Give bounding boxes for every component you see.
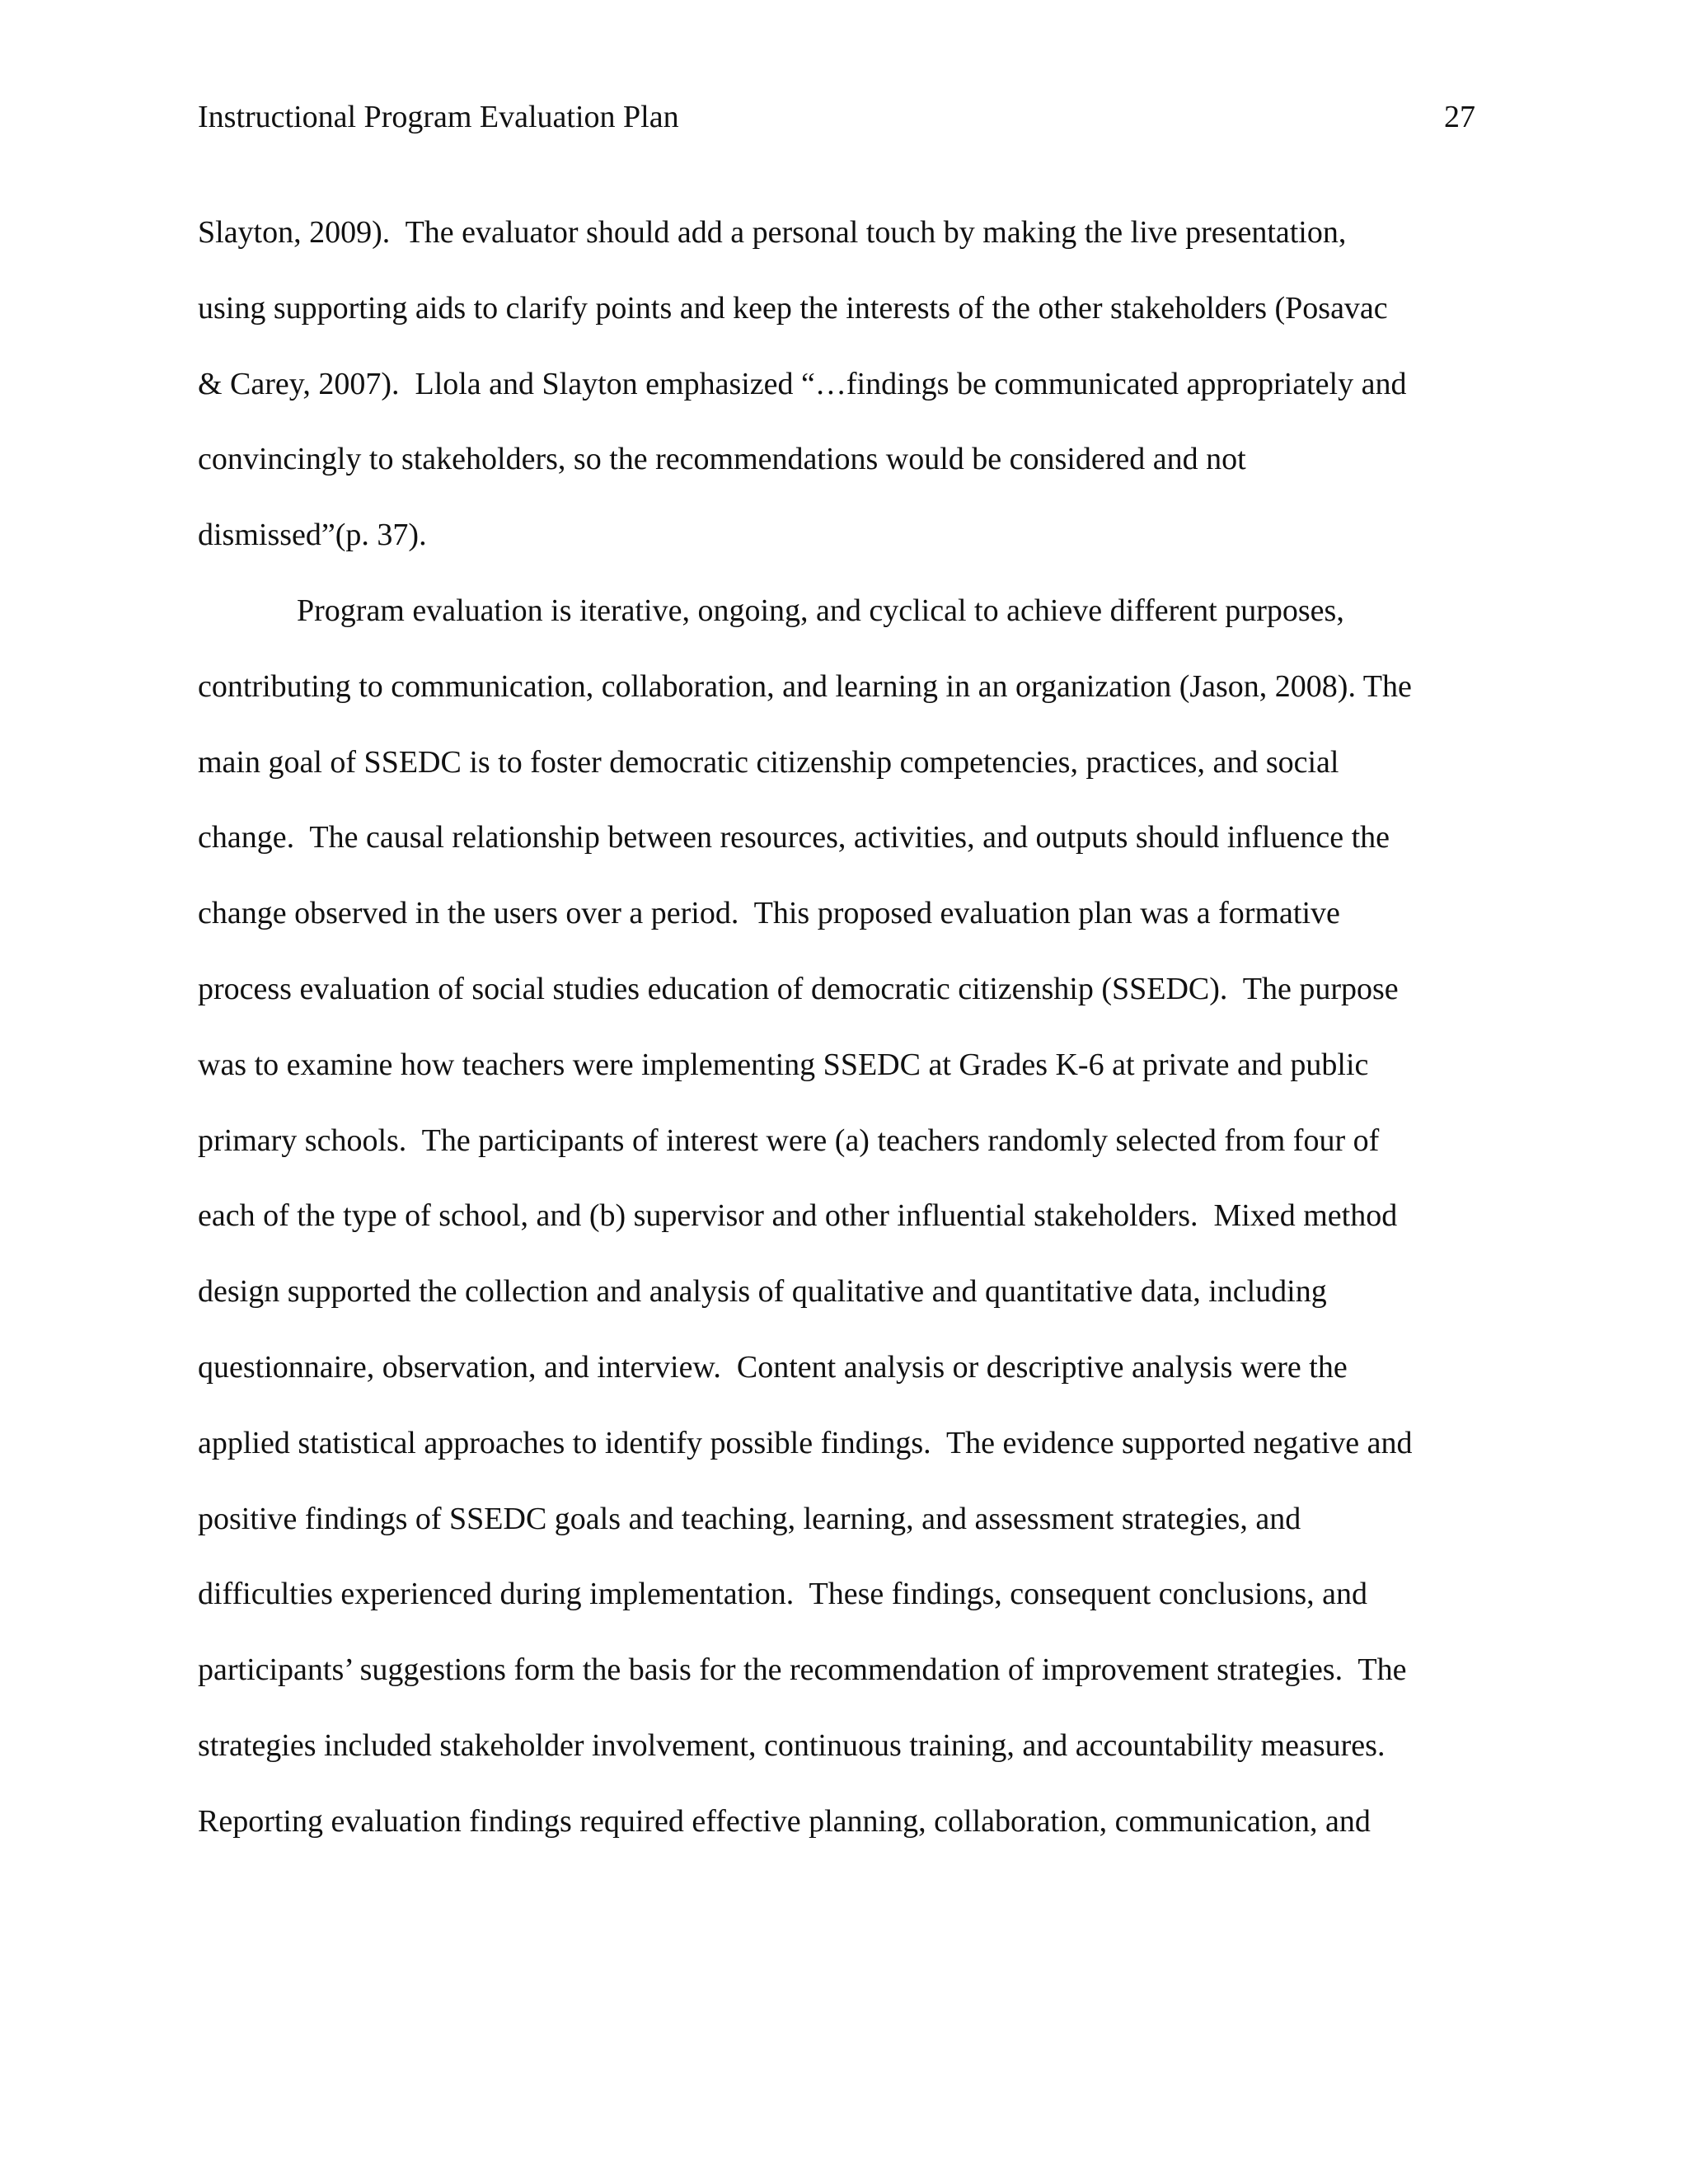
- text-line: each of the type of school, and (b) supervisor and other influential stakeholders. Mixed method: [198, 1198, 1398, 1234]
- text-line: main goal of SSEDC is to foster democratic citizenship competencies, practices, and social: [198, 744, 1339, 780]
- running-head: Instructional Program Evaluation Plan: [198, 100, 679, 134]
- text-line: contributing to communication, collaboration, and learning in an organization (Jason, 2008). The: [198, 668, 1412, 704]
- text-line: change. The causal relationship between resources, activities, and outputs should influence the: [198, 820, 1390, 855]
- text-line: difficulties experienced during implementation. These findings, consequent conclusions, and: [198, 1577, 1368, 1612]
- text-line: participants’ suggestions form the basis for the recommendation of improvement strategies. The: [198, 1652, 1407, 1688]
- text-line: change observed in the users over a period. This proposed evaluation plan was a formative: [198, 896, 1340, 931]
- text-line: Reporting evaluation findings required effective planning, collaboration, communication, and: [198, 1803, 1371, 1839]
- text-line: dismissed”(p. 37).: [198, 518, 427, 553]
- text-line: applied statistical approaches to identify possible findings. The evidence supported negative and: [198, 1425, 1413, 1460]
- text-line: primary schools. The participants of interest were (a) teachers randomly selected from four of: [198, 1122, 1380, 1158]
- text-line: process evaluation of social studies education of democratic citizenship (SSEDC). The purpose: [198, 971, 1399, 1006]
- text-line: using supporting aids to clarify points and keep the interests of the other stakeholders (Posavac: [198, 290, 1388, 326]
- text-line: convincingly to stakeholders, so the recommendations would be considered and not: [198, 442, 1246, 477]
- text-line: positive findings of SSEDC goals and teaching, learning, and assessment strategies, and: [198, 1501, 1301, 1536]
- text-line: strategies included stakeholder involvement, continuous training, and accountability measures.: [198, 1727, 1386, 1763]
- body-text: [198, 195, 1484, 1860]
- page-number: 27: [1444, 100, 1475, 134]
- text-line: design supported the collection and analysis of qualitative and quantitative data, including: [198, 1274, 1327, 1310]
- text-line: questionnaire, observation, and interview. Content analysis or descriptive analysis were the: [198, 1349, 1348, 1385]
- text-line: & Carey, 2007). Llola and Slayton emphasized “…findings be communicated appropriately and: [198, 366, 1407, 401]
- text-line: Slayton, 2009). The evaluator should add a personal touch by making the live presentation,: [198, 215, 1347, 250]
- paragraph-first-line: Program evaluation is iterative, ongoing, and cyclical to achieve different purposes,: [297, 593, 1344, 628]
- text-line: was to examine how teachers were implementing SSEDC at Grades K-6 at private and public: [198, 1047, 1369, 1082]
